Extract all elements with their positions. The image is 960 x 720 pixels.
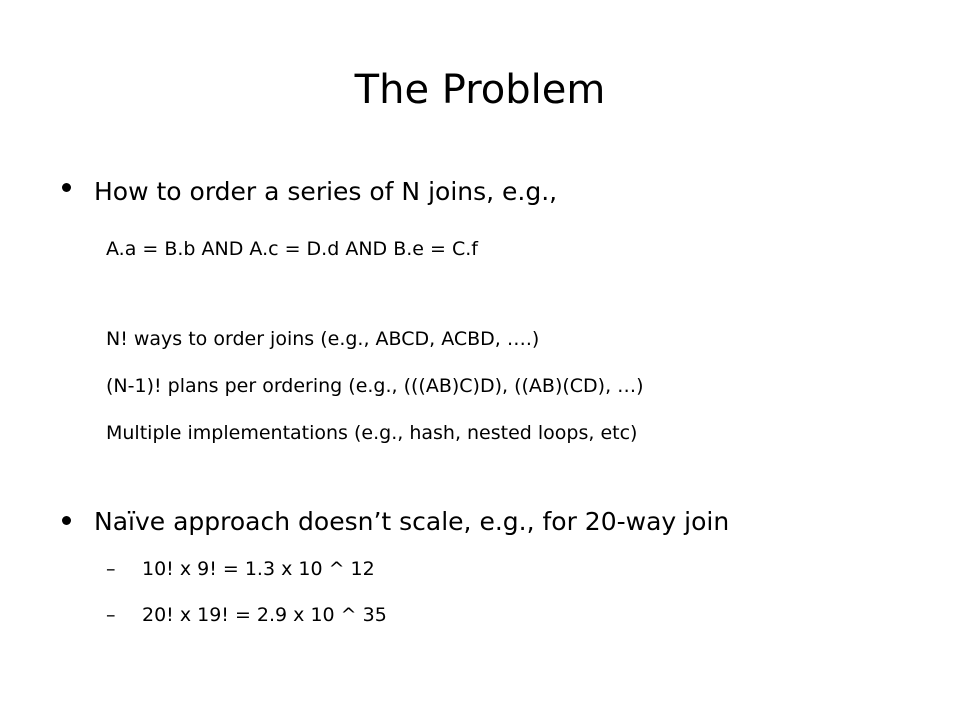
dash-icon: – <box>106 558 116 580</box>
slide-title: The Problem <box>354 67 606 113</box>
bullet-icon <box>62 516 71 525</box>
sub-line: (N-1)! plans per ordering (e.g., (((AB)C)D), ((AB)(CD), …) <box>106 375 644 397</box>
sub-item: 20! x 19! = 2.9 x 10 ^ 35 <box>142 604 387 626</box>
sub-line: Multiple implementations (e.g., hash, nested loops, etc) <box>106 422 638 444</box>
sub-line: N! ways to order joins (e.g., ABCD, ACBD, ….) <box>106 328 540 350</box>
bullet-icon <box>62 183 71 192</box>
sub-line: A.a = B.b AND A.c = D.d AND B.e = C.f <box>106 238 478 260</box>
bullet-text: How to order a series of N joins, e.g., <box>94 177 558 206</box>
dash-icon: – <box>106 604 116 626</box>
sub-item: 10! x 9! = 1.3 x 10 ^ 12 <box>142 558 375 580</box>
bullet-text: Naïve approach doesn’t scale, e.g., for 20-way join <box>94 507 730 536</box>
